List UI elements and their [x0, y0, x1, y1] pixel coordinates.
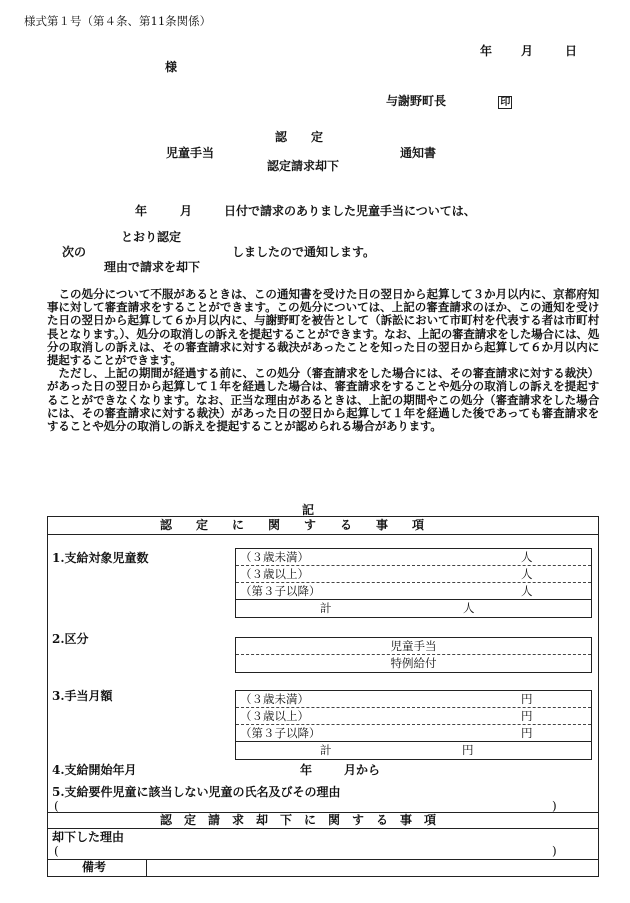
amount-row-third	[236, 725, 591, 742]
row-label: （第３子以降）	[240, 726, 321, 740]
title-prefix: 児童手当	[166, 146, 215, 160]
row-label: （３歳以上）	[240, 567, 309, 581]
row-unit: 人	[521, 584, 533, 598]
ki-label: 記	[302, 503, 315, 517]
row-unit: 円	[521, 692, 533, 706]
amount-total-row	[236, 742, 591, 759]
start-year: 年	[300, 763, 313, 777]
total-label: 計	[320, 601, 332, 615]
date-year-label: 年	[480, 44, 493, 58]
amount-row-under3	[236, 691, 591, 708]
issuer-title: 与謝野町長	[386, 94, 447, 108]
date-month-label: 月	[521, 44, 534, 58]
appeal-notice	[47, 288, 599, 433]
body-prefix: 次の	[62, 245, 87, 259]
children-row-over3	[236, 566, 591, 583]
title-option-approve: 認 定	[275, 130, 324, 144]
option-label: 児童手当	[390, 639, 437, 653]
divider	[48, 859, 598, 860]
row-label: （第３子以降）	[240, 584, 321, 598]
row-unit: 人	[521, 550, 533, 564]
body-line1: 日付で請求のありました児童手当については、	[224, 204, 476, 218]
category-option-special	[236, 655, 591, 672]
category-box	[235, 637, 592, 673]
monthly-amount-box	[235, 690, 592, 760]
children-count-label: 1.支給対象児童数	[52, 551, 149, 565]
body-suffix: しましたので通知します。	[232, 245, 376, 259]
category-label: 2.区分	[52, 632, 89, 646]
seal-mark: 印	[500, 97, 511, 108]
amount-row-over3	[236, 708, 591, 725]
form-number: 様式第１号（第４条、第11条関係）	[24, 14, 212, 28]
children-total-row	[236, 600, 591, 617]
remarks-label: 備考	[82, 860, 107, 874]
row-label: （３歳未満）	[240, 692, 309, 706]
addressee-suffix: 様	[165, 60, 178, 74]
title-option-reject: 認定請求却下	[267, 159, 340, 173]
remarks-divider	[146, 859, 147, 876]
row-unit: 円	[521, 726, 533, 740]
children-count-box	[235, 548, 592, 618]
excluded-paren-open: (	[54, 799, 59, 813]
issuer-name	[386, 94, 512, 109]
total-unit: 円	[462, 743, 474, 757]
section2-header: 認 定 請 求 却 下 に 関 す る 事 項	[160, 813, 437, 827]
row-label: （３歳未満）	[240, 550, 309, 564]
date-day-label: 日	[565, 44, 578, 58]
details-table	[47, 516, 599, 877]
rejection-paren-close: )	[552, 844, 557, 858]
rejection-paren-open: (	[54, 844, 59, 858]
option-label: 特例給付	[390, 656, 437, 670]
divider	[48, 534, 598, 535]
title-suffix: 通知書	[400, 146, 437, 160]
start-month-label: 4.支給開始年月	[52, 763, 137, 777]
rejection-reason-label: 却下した理由	[52, 830, 125, 844]
body-option-reject: 理由で請求を却下	[104, 260, 201, 274]
row-unit: 円	[521, 709, 533, 723]
total-unit: 人	[463, 601, 475, 615]
section1-header: 認 定 に 関 す る 事 項	[160, 518, 425, 532]
body-month: 月	[180, 204, 193, 218]
monthly-amount-label: 3.手当月額	[52, 689, 113, 703]
appeal-notice-paragraph-1: この処分について不服があるときは、この通知書を受けた日の翌日から起算して３か月以内に、京都府知事に対して審査請求をすることができます。この処分については、上記の審査請求のほか、この通知を受けた日の翌日から起算して６か月以内に、与謝野町を被告として（訴訟において市町村を代表する者は市町村長となります。）、処分の取消しの訴えを提起することができます。なお、上記の審査請求をした場合には、処分の取消しの訴えは、その審査請求に対する裁決があったことを知った日の翌日から起算して６か月以内に提起することができます。	[47, 287, 599, 368]
row-label: （３歳以上）	[240, 709, 309, 723]
body-year: 年	[135, 204, 148, 218]
children-row-third	[236, 583, 591, 600]
body-option-approve: とおり認定	[121, 230, 182, 244]
appeal-notice-paragraph-2: ただし、上記の期間が経過する前に、この処分（審査請求をした場合には、その審査請求に対する裁決）があった日の翌日から起算して１年を経過した場合は、審査請求をすることや処分の取消しの訴えを提起することができなくなります。なお、正当な理由があるときは、上記の期間やこの処分（審査請求をした場合には、その審査請求に対する裁決）があった日の翌日から起算して１年を経過した後であっても審査請求をすることや処分の取消しの訴えを提起することが認められる場合があります。	[47, 366, 599, 434]
children-row-under3	[236, 549, 591, 566]
category-option-child-allowance	[236, 638, 591, 655]
row-unit: 人	[521, 567, 533, 581]
excluded-children-label: 5.支給要件児童に該当しない児童の氏名及びその理由	[52, 785, 341, 799]
divider	[48, 828, 598, 829]
start-month-from: 月から	[344, 763, 381, 777]
total-label: 計	[320, 743, 332, 757]
excluded-paren-close: )	[552, 799, 557, 813]
